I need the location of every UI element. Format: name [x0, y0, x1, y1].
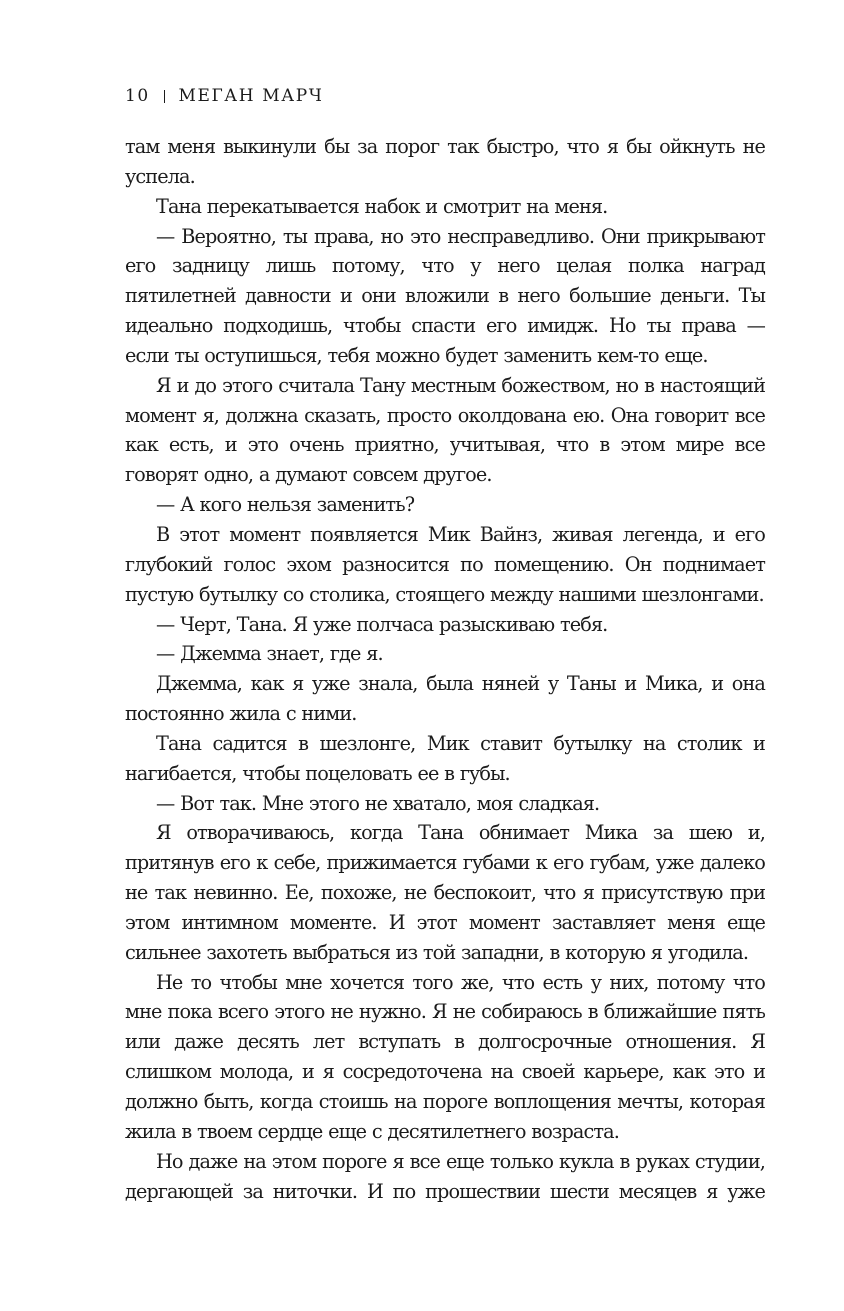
- paragraph-continuation: там меня выкинули бы за порог так быстро, что я бы ойкнуть не успела.: [125, 135, 765, 188]
- dialogue-line: — А кого нельзя заменить?: [156, 493, 415, 517]
- paragraph: В этот момент появляется Мик Вайнз, живая легенда, и его глубокий голос эхом разносится по помещению. Он поднимает пустую бутылку со столика, стоящего между нашими шезлонгами.: [125, 522, 765, 606]
- paragraph: Я отворачиваюсь, когда Тана обнимает Мика за шею и, притянув его к себе, прижимается губами к его губам, уже далеко не так невинно. Ее, похоже, не беспокоит, что я присутствую при этом интимном моменте. И этот момент заставляет меня еще сильнее захотеть выбраться из той западни, в которую я угодила.: [125, 821, 765, 964]
- header-separator: [164, 90, 166, 103]
- dialogue-line: — Вероятно, ты права, но это несправедливо. Они прикрывают его задницу лишь потому, что у него целая полка наград пятилетней давности и они вложили в него большие деньги. Ты идеально подходишь, чтобы спасти его имидж. Но ты права — если ты оступишься, тебя можно будет заменить кем-то еще.: [125, 224, 765, 367]
- running-head: [125, 86, 323, 106]
- paragraph-continues: Но даже на этом пороге я все еще только кукла в руках студии, дергающей за ниточки. И по прошествии шести месяцев я уже: [125, 1149, 765, 1203]
- paragraph: Я и до этого считала Тану местным божеством, но в настоящий момент я, должна сказать, просто околдована ею. Она говорит все как есть, и это очень приятно, учитывая, что в этом мире все говорят одно, а думают совсем другое.: [125, 373, 765, 487]
- dialogue-line: — Вот так. Мне этого не хватало, моя сладкая.: [156, 791, 600, 815]
- dialogue-line: — Черт, Тана. Я уже полчаса разыскиваю тебя.: [156, 612, 608, 636]
- paragraph: Джемма, как я уже знала, была няней у Таны и Мика, и она постоянно жила с ними.: [125, 672, 765, 726]
- page-number: 10: [125, 86, 150, 106]
- paragraph: Тана перекатывается набок и смотрит на меня.: [156, 194, 608, 218]
- author-name: МЕГАН МАРЧ: [178, 86, 324, 106]
- body-text: [125, 132, 765, 1206]
- paragraph: Тана садится в шезлонге, Мик ставит бутылку на столик и нагибается, чтобы поцеловать ее в губы.: [125, 731, 765, 785]
- paragraph: Не то чтобы мне хочется того же, что есть у них, потому что мне пока всего этого не нужно. Я не собираюсь в ближайшие пять или даже десять лет вступать в долгосрочные отношения. Я слишком молода, и я сосредоточена на своей карьере, как это и должно быть, когда стоишь на пороге воплощения мечты, которая жила в твоем сердце еще с десятилетнего возраста.: [125, 970, 765, 1143]
- dialogue-line: — Джемма знает, где я.: [156, 642, 383, 666]
